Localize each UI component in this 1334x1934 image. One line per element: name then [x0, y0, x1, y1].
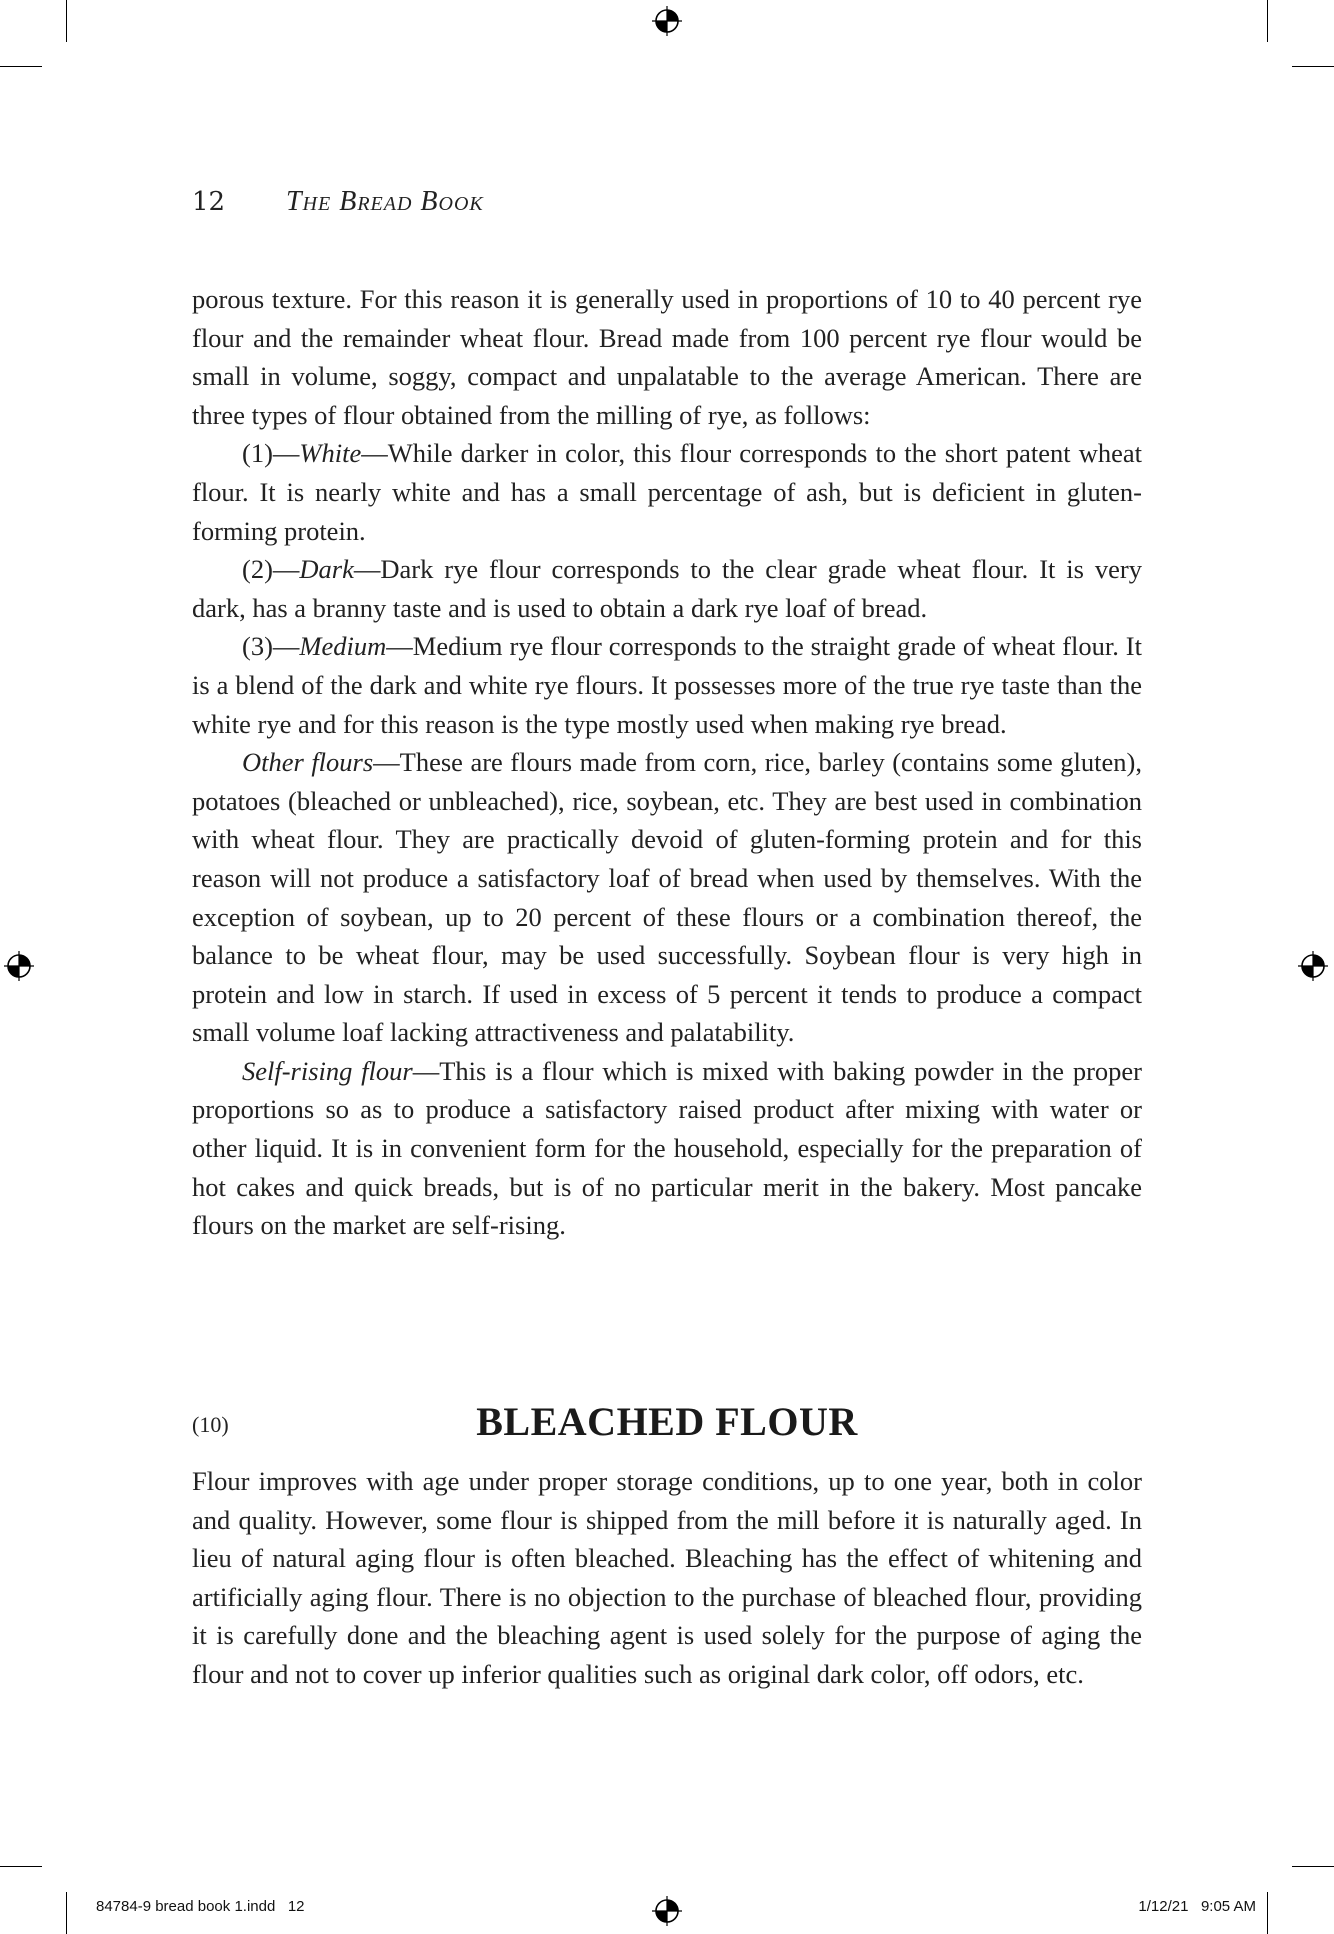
paragraph-text: porous texture. For this reason it is generally used in proportions of 10 to 40 percent rye flour and the remainder wheat flour. Bread made from 100 percent rye flour would be small in volume, soggy, compact and unpalatable to the average American. There are three types of flour obtained from the milling of rye, as follows:	[192, 284, 1142, 430]
running-head	[192, 186, 484, 218]
registration-mark-icon	[652, 1896, 682, 1926]
paragraph-lead: Self-rising flour	[242, 1055, 413, 1086]
paragraph-medium-rye	[192, 627, 1142, 743]
slug-timestamp	[1138, 1898, 1256, 1915]
body-text	[192, 280, 1142, 1245]
paragraph-white-rye	[192, 434, 1142, 550]
paragraph-text: —Medium rye flour corresponds to the straight grade of wheat flour. It is a blend of the dark and white rye flours. It possesses more of the true rye taste than the white rye and for this reason is the type mostly used when making rye bread.	[192, 631, 1142, 739]
section-heading	[192, 1398, 1142, 1454]
slug-file-name	[96, 1898, 305, 1915]
paragraph-text: Flour improves with age under proper storage conditions, up to one year, both in color and quality. However, some flour is shipped from the mill before it is naturally aged. In lieu of natural aging flour is often bleached. Bleaching has the effect of whitening and artificially aging flour. There is no objection to the purchase of bleached flour, providing it is carefully done and the bleaching agent is used solely for the purpose of aging the flour and not to cover up inferior qualities such as original dark color, off odors, etc.	[192, 1466, 1142, 1689]
paragraph-lead: Medium	[299, 631, 387, 662]
paragraph-text: —While darker in color, this flour corresponds to the short patent wheat flour. It is nearly white and has a small percentage of ash, but is deficient in gluten-forming protein.	[192, 438, 1142, 546]
paragraph-text: —These are flours made from corn, rice, barley (contains some gluten), potatoes (bleached or unbleached), rice, soybean, etc. They are best used in combination with wheat flour. They are practically devoid of gluten-forming protein and for this reason will not produce a satisfactory loaf of bread when used by themselves. With the exception of soybean, up to 20 percent of these flours or a combination thereof, the balance to be wheat flour, may be used successfully. Soybean flour is very high in protein and low in starch. If used in excess of 5 percent it tends to produce a compact small volume loaf lacking attractiveness and palatability.	[192, 747, 1142, 1048]
paragraph-lead: Dark	[299, 554, 354, 585]
paragraph-continued	[192, 280, 1142, 434]
crop-mark-top-right	[1267, 0, 1268, 42]
crop-mark-top-left	[66, 0, 67, 42]
paragraph-prefix: (1)—	[242, 438, 300, 469]
paragraph-lead: White	[299, 438, 362, 469]
crop-mark-bottom-left-h	[0, 1866, 42, 1867]
paragraph-dark-rye	[192, 550, 1142, 627]
paragraph-text: —This is a flour which is mixed with baking powder in the proper proportions so as to produce a satisfactory raised product after mixing with water or other liquid. It is in convenient form for the household, especially for the preparation of hot cakes and quick breads, but is of no particular merit in the bakery. Most pancake flours on the market are self-rising.	[192, 1055, 1142, 1241]
page-number: 12	[192, 187, 226, 217]
section-title: BLEACHED FLOUR	[476, 1399, 858, 1444]
crop-mark-bottom-right-h	[1292, 1866, 1334, 1867]
paragraph-prefix: (2)—	[242, 554, 300, 585]
paragraph-self-rising	[192, 1052, 1142, 1245]
section-number: (10)	[192, 1412, 229, 1437]
crop-mark-top-left-h	[0, 66, 42, 67]
paragraph-text: —Dark rye flour corresponds to the clear grade wheat flour. It is very dark, has a branny taste and is used to obtain a dark rye loaf of bread.	[192, 554, 1142, 623]
paragraph-prefix: (3)—	[242, 631, 300, 662]
paragraph-other-flours	[192, 743, 1142, 1052]
registration-mark-icon	[1298, 951, 1328, 981]
crop-mark-top-right-h	[1292, 66, 1334, 67]
paragraph-lead: Other flours	[242, 747, 374, 778]
registration-mark-icon	[652, 6, 682, 36]
registration-mark-icon	[4, 951, 34, 981]
book-title: The Bread Book	[286, 186, 484, 217]
section-body	[192, 1462, 1142, 1694]
crop-mark-bottom-right	[1267, 1892, 1268, 1934]
slug-timestamp-text: 1/12/21 9:05 AM	[1138, 1898, 1256, 1915]
crop-mark-bottom-left	[66, 1892, 67, 1934]
paragraph-bleached-flour	[192, 1462, 1142, 1694]
slug-file-text: 84784-9 bread book 1.indd 12	[96, 1898, 305, 1915]
